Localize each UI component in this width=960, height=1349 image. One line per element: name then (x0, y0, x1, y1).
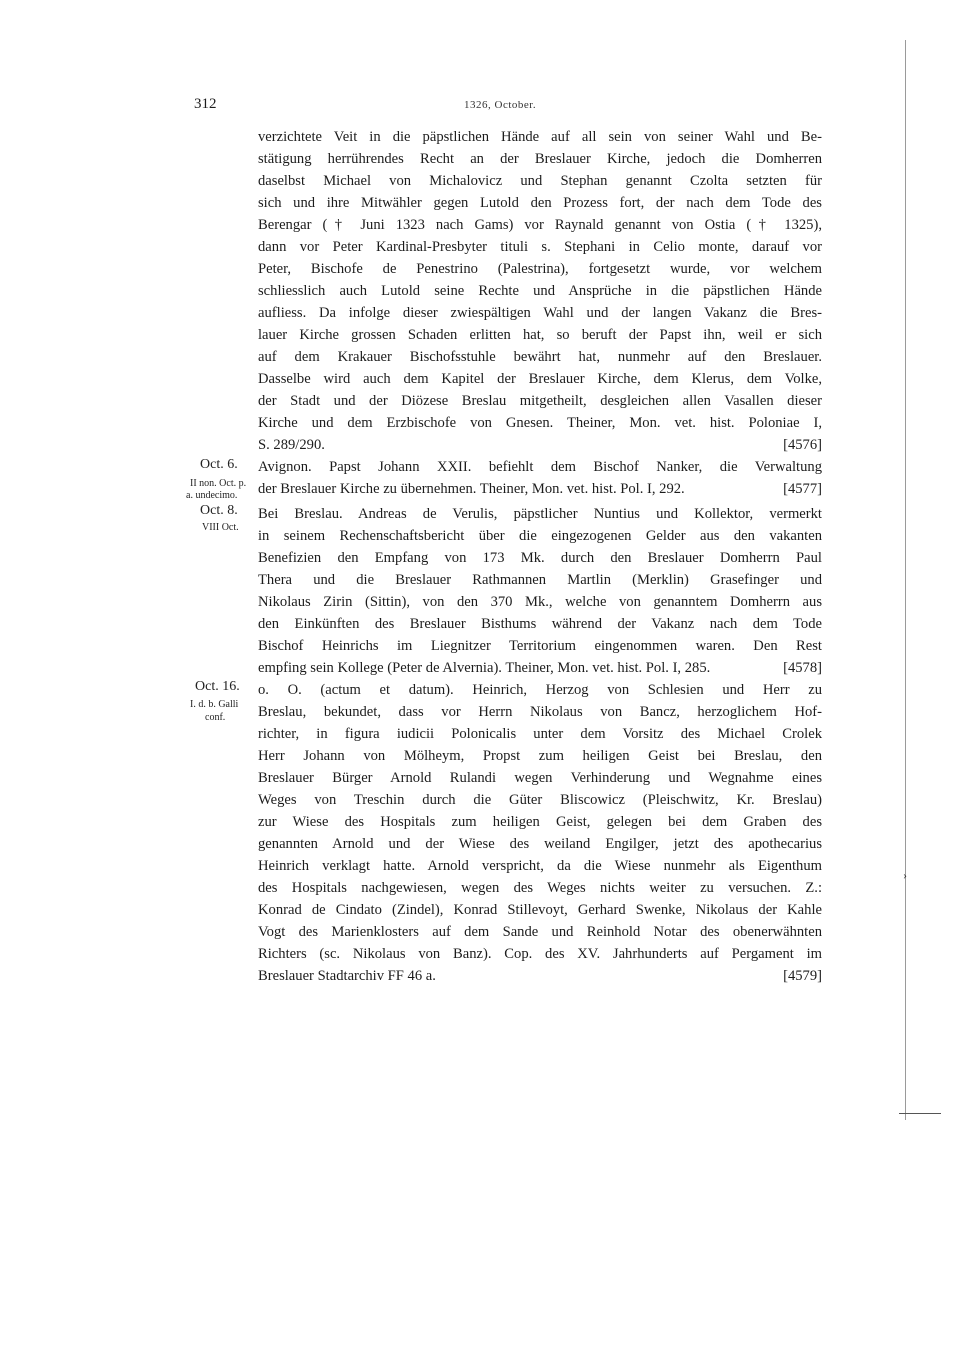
text-line-last (258, 657, 822, 679)
text-line: Heinrich verklagt hatte. Arnold verspricht, da die Wiese nunmehr als Eigenthum (258, 858, 822, 874)
text-line-end: S. 289/290. (258, 437, 325, 453)
text-line: schliesslich auch Lutold seine Rechte und Ansprüche in die päpstlichen Hände (258, 283, 822, 299)
binding-mark: › (903, 868, 907, 882)
page-number: 312 (194, 96, 217, 112)
text-line: des Hospitals nachgewiesen, wegen des Weges nichts weiter zu versuchen. Z.: (258, 880, 822, 896)
text-line: der Stadt und der Diözese Breslau mitgetheilt, desgleichen allen Vasallen dieser (258, 393, 822, 409)
text-line-end: der Breslauer Kirche zu übernehmen. Theiner, Mon. vet. hist. Pol. I, 292. (258, 481, 685, 497)
text-line-last (258, 965, 822, 987)
text-line: Peter, Bischofe de Penestrino (Palestrina), fortgesetzt wurde, vor welchem (258, 261, 822, 277)
text-line: verzichtete Veit in die päpstlichen Hände auf all sein von seiner Wahl und Be- (258, 129, 822, 145)
margin-date: Oct. 16. (195, 679, 240, 694)
text-line: Weges von Treschin durch die Güter Bliscowicz (Pleischwitz, Kr. Breslau) (258, 792, 822, 808)
text-line: richter, in figura iudicii Polonicalis unter dem Vorsitz des Michael Crolek (258, 726, 822, 742)
text-line: Breslauer Bürger Arnold Rulandi wegen Verhinderung und Wegnahme eines (258, 770, 822, 786)
text-line: Avignon. Papst Johann XXII. befiehlt dem Bischof Nanker, die Verwaltung (258, 459, 822, 475)
text-line-end: Breslauer Stadtarchiv FF 46 a. (258, 968, 436, 984)
text-line: zur Wiese des Hospitals zum heiligen Geist, gelegen bei dem Graben des (258, 814, 822, 830)
document-number: [4578] (783, 660, 822, 676)
text-line: Konrad de Cindato (Zindel), Konrad Stillevoyt, Gerhard Swenke, Nikolaus der Kahle (258, 902, 822, 918)
margin-note: a. undecimo. (186, 490, 238, 501)
text-line: auf dem Krakauer Bischofsstuhle bewährt hat, nunmehr auf den Breslauer. (258, 349, 822, 365)
margin-note: II non. Oct. p. (190, 478, 247, 489)
text-line: daselbst Michael von Michalovicz und Stephan genannt Czolta setzten für (258, 173, 822, 189)
text-line: den Einkünften des Breslauer Bisthums während der Vakanz nach dem Tode (258, 616, 822, 632)
text-line-end: empfing sein Kollege (Peter de Alvernia). Theiner, Mon. vet. hist. Pol. I, 285. (258, 660, 711, 676)
text-line: Kirche und dem Erzbischofe von Gnesen. Theiner, Mon. vet. hist. Poloniae I, (258, 415, 822, 431)
scan-edge-line (905, 40, 906, 1120)
text-line: Benefizien den Empfang von 173 Mk. durch den Breslauer Domherrn Paul (258, 550, 822, 566)
text-line: Berengar († Juni 1323 nach Gams) vor Raynald genannt von Ostia († 1325), (258, 217, 822, 233)
text-line: Dasselbe wird auch dem Kapitel der Breslauer Kirche, dem Klerus, dem Volke, (258, 371, 822, 387)
text-line: sich und ihre Mitwähler gegen Lutold den Prozess fort, der nach dem Tode des (258, 195, 822, 211)
margin-date: Oct. 6. (200, 457, 238, 472)
text-line: Herr Johann von Mölheym, Propst zum heiligen Geist bei Breslau, den (258, 748, 822, 764)
text-line: Vogt des Marienklosters auf dem Sande und Reinhold Notar des obenerwähnten (258, 924, 822, 940)
text-line: Breslau, bekundet, dass vor Herrn Nikolaus von Bancz, herzoglichem Hof- (258, 704, 822, 720)
margin-note: conf. (205, 712, 226, 723)
text-line: Thera und die Breslauer Rathmannen Martlin (Merklin) Grasefinger und (258, 572, 822, 588)
text-line: aufliess. Da infolge dieser zwiespältigen Wahl und der langen Vakanz die Bres- (258, 305, 822, 321)
margin-date: Oct. 8. (200, 503, 238, 518)
text-line: o. O. (actum et datum). Heinrich, Herzog von Schlesien und Herr zu (258, 682, 822, 698)
margin-note: VIII Oct. (202, 522, 239, 533)
text-line: lauer Kirche grossen Schaden erlitten hat, so beruft der Papst ihn, weil er sich (258, 327, 822, 343)
text-line: Nikolaus Zirin (Sittin), von den 370 Mk., welche von genanntem Domherrn aus (258, 594, 822, 610)
running-title: 1326, October. (464, 99, 537, 111)
text-line: Richters (sc. Nikolaus von Banz). Cop. des XV. Jahrhunderts auf Pergament im (258, 946, 822, 962)
scan-edge-mark (899, 1113, 941, 1114)
text-line: Bei Breslau. Andreas de Verulis, päpstlicher Nuntius und Kollektor, vermerkt (258, 506, 822, 522)
text-line: in seinem Rechenschaftsbericht über die eingezogenen Gelder aus den vakanten (258, 528, 822, 544)
text-line: dann vor Peter Kardinal-Presbyter tituli s. Stephani in Celio monte, darauf vor (258, 239, 822, 255)
text-line: stätigung herrührendes Recht an der Breslauer Kirche, jedoch die Domherren (258, 151, 822, 167)
margin-note: I. d. b. Galli (190, 699, 239, 710)
text-line: genannten Arnold und der Wiese des weiland Engilger, jetzt des apothecarius (258, 836, 822, 852)
text-line-last (258, 434, 822, 456)
text-line: Bischof Heinrichs im Liegnitzer Territorium eingenommen waren. Den Rest (258, 638, 822, 654)
document-number: [4576] (783, 437, 822, 453)
document-number: [4579] (783, 968, 822, 984)
text-line-last (258, 478, 822, 500)
document-number: [4577] (783, 481, 822, 497)
